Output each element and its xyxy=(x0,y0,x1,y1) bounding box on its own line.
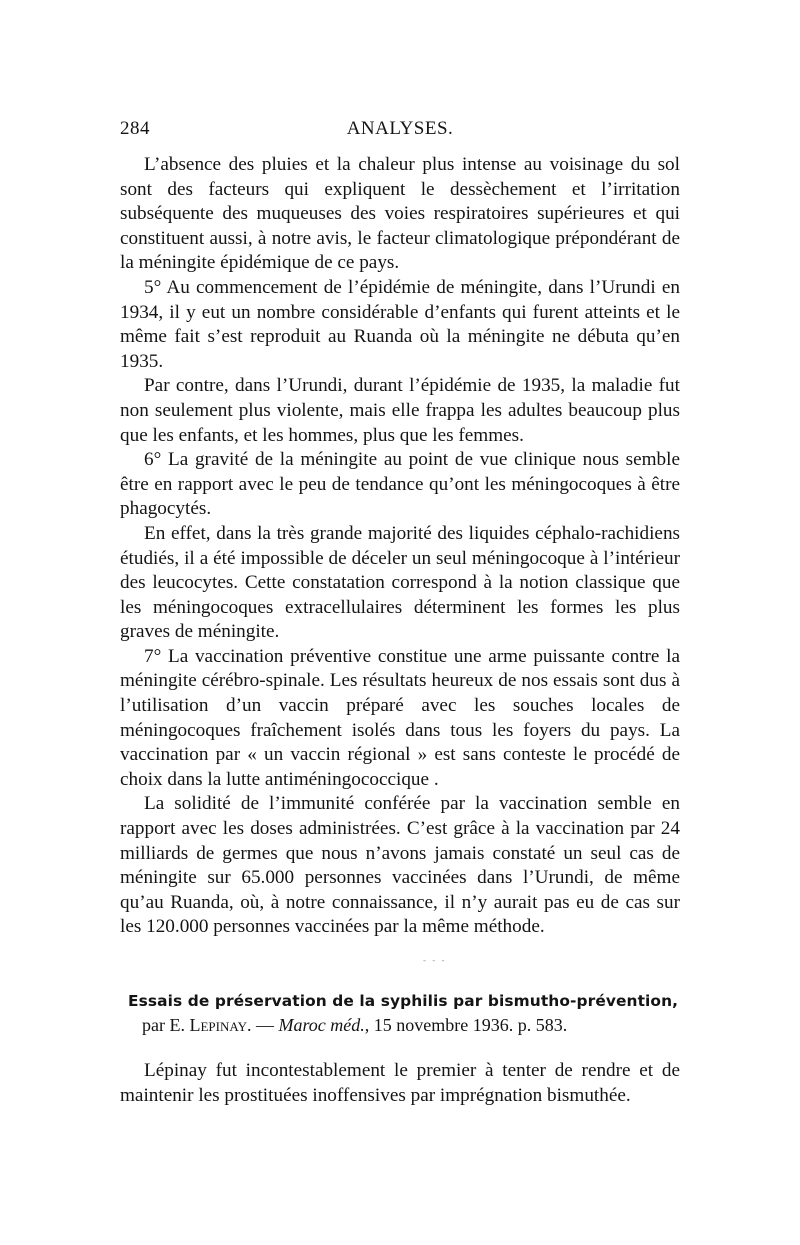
reference-details: , 15 novembre 1936. p. 583. xyxy=(364,1015,568,1035)
paragraph: 7° La vaccination préventive constitue une arme puissante contre la méningite cérébro-spinale. Les résultats heureux de nos essais sont dus à l’utilisation d’un vaccin préparé avec les souches locales de méningocoques fraîchement isolés dans tous les foyers du pays. La vaccination par « un vaccin régional » est sans conteste le procédé de choix dans la lutte antiméningococcique . xyxy=(120,645,680,790)
paragraph: L’absence des pluies et la chaleur plus intense au voisinage du sol sont des facteurs qui expliquent le dessèchement et l’irritation subséquente des muqueuses des voies respiratoires supérieures et qui constituent aussi, à notre avis, le facteur climatologique prépondérant de la méningite épidémique de ce pays. xyxy=(120,154,680,274)
body-text xyxy=(120,153,680,940)
reference-author: Lepinay xyxy=(189,1015,247,1035)
reference-dash: . — xyxy=(246,1015,274,1035)
paragraph: 5° Au commencement de l’épidémie de méningite, dans l’Urundi en 1934, il y eut un nombre considérable d’enfants qui furent atteints et le même fait s’est reproduit au Ruanda où la méningite ne débuta qu’en 1935. xyxy=(120,276,680,372)
paragraph: La solidité de l’immunité conférée par la vaccination semble en rapport avec les doses administrées. C’est grâce à la vaccination par 24 milliards de germes que nous n’avons jamais constaté un seul cas de méningite sur 65.000 personnes vaccinées dans l’Urundi, de même qu’au Ruanda, où, à notre connaissance, il n’y aurait pas eu de cas sur les 120.000 personnes vaccinées par la même méthode. xyxy=(120,793,680,938)
reference-entry xyxy=(128,990,688,1036)
running-title: ANALYSES. xyxy=(346,118,454,139)
paragraph: 6° La gravité de la méningite au point de vue clinique nous semble être en rapport avec le peu de tendance qu’ont les méningocoques à être phagocytés. xyxy=(120,449,680,520)
reference-citation xyxy=(128,1014,688,1036)
page-number: 284 xyxy=(120,118,150,139)
section-separator: - - - xyxy=(423,955,447,965)
abstract-paragraph: Lépinay fut incontestablement le premier à tenter de rendre et de maintenir les prostituées inoffensives par imprégnation bismuthée. xyxy=(120,1060,680,1106)
abstract-text xyxy=(120,1059,680,1108)
paragraph: Par contre, dans l’Urundi, durant l’épidémie de 1935, la maladie fut non seulement plus violente, mais elle frappa les adultes beaucoup plus que les enfants, et les hommes, plus que les femmes. xyxy=(120,375,680,446)
reference-by: par E. xyxy=(142,1015,185,1035)
paragraph: En effet, dans la très grande majorité des liquides céphalo-rachidiens étudiés, il a été impossible de déceler un seul méningocoque à l’intérieur des leucocytes. Cette constatation correspond à la notion classique que les méningocoques extracellulaires déterminent les formes les plus graves de méningite. xyxy=(120,522,680,643)
reference-title: Essais de préservation de la syphilis par bismutho-prévention, xyxy=(128,992,679,1010)
reference-journal: Maroc méd. xyxy=(278,1015,365,1035)
